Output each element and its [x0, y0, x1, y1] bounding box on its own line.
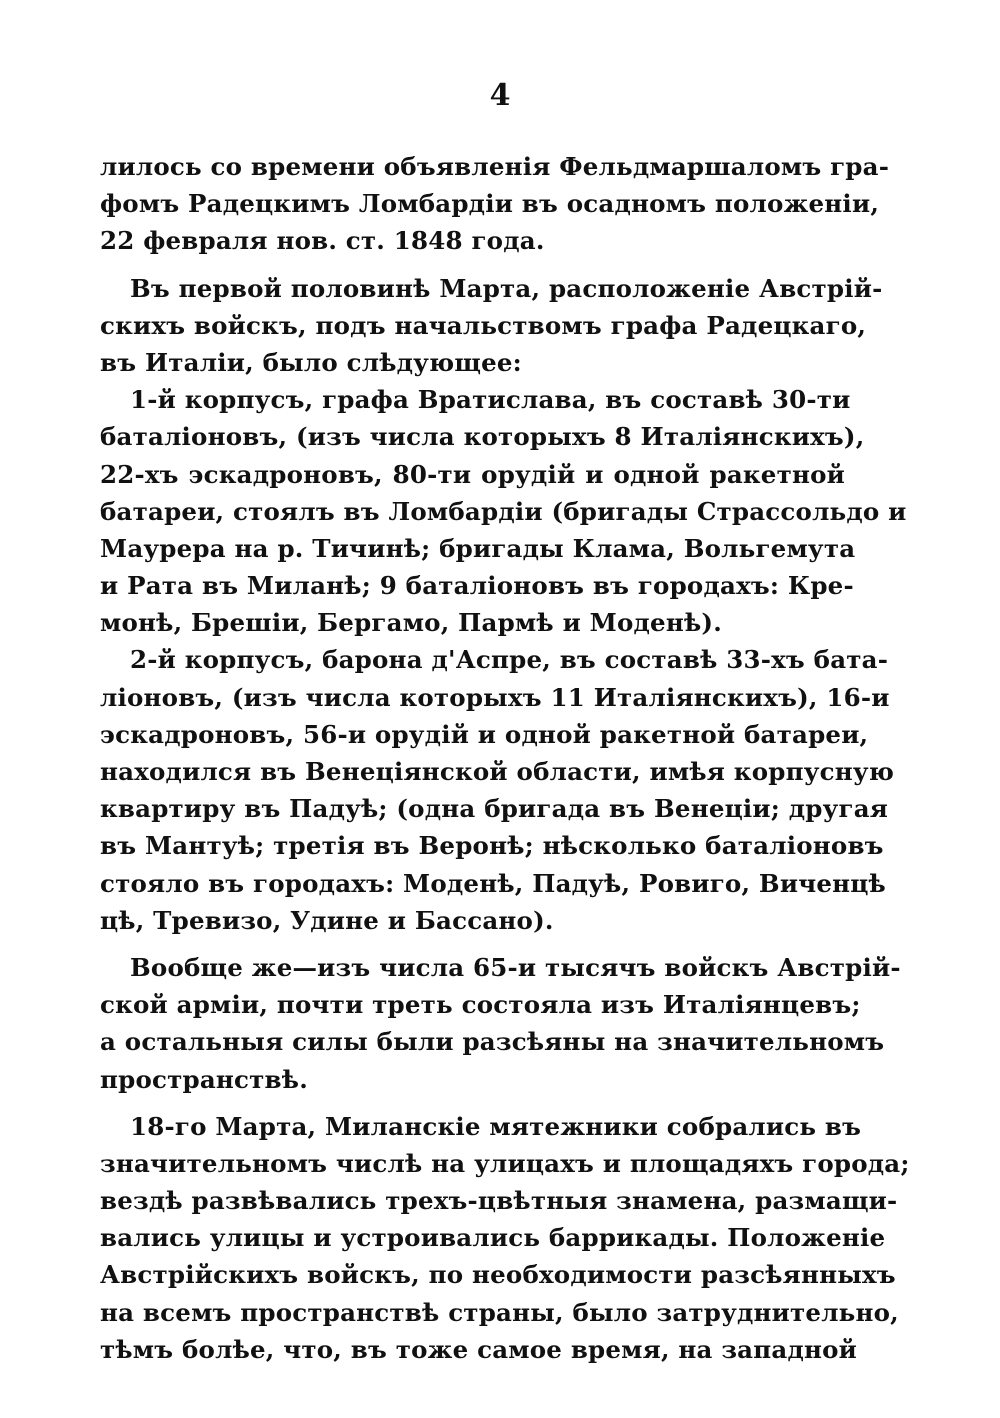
text-line: батареи, стоялъ въ Ломбардіи (бригады Страссольдо и — [100, 496, 907, 526]
text-line: 18-го Марта, Миланскіе мятежники собрались въ — [130, 1111, 862, 1141]
text-line: въ Италіи, было слѣдующее: — [100, 347, 522, 377]
text-line: и Рата въ Миланѣ; 9 баталіоновъ въ городахъ: Кре- — [100, 571, 854, 601]
text-line: вездѣ развѣвались трехъ-цвѣтныя знамена, размащи- — [100, 1186, 898, 1216]
page-number: 4 — [489, 78, 511, 113]
text-line: ской арміи, почти треть состояла изъ Италіянцевъ; — [100, 990, 861, 1020]
paragraph — [100, 270, 883, 382]
text-line: 1-й корпусъ, графа Вратислава, въ составѣ 30-ти — [130, 385, 851, 415]
paragraph — [100, 641, 895, 939]
text-line: тѣмъ болѣе, что, въ тоже самое время, на западной — [100, 1334, 858, 1364]
text-line: лилось со времени объявленія Фельдмаршаломъ гра- — [100, 152, 890, 181]
text-line: Въ первой половинѣ Марта, расположеніе Австрій- — [130, 273, 883, 303]
text-line: квартиру въ Падуѣ; (одна бригада въ Венеціи; другая — [100, 794, 889, 824]
text-line: Австрійскихъ войскъ, по необходимости разсѣянныхъ — [100, 1260, 896, 1290]
text-line: Вообще же—изъ числа 65-и тысячъ войскъ Австрій- — [130, 952, 901, 982]
text-line: на всемъ пространствѣ страны, было затруднительно, — [100, 1297, 899, 1327]
paragraph — [100, 148, 890, 260]
text-line: вались улицы и устроивались баррикады. Положеніе — [100, 1223, 886, 1253]
text-line: цѣ, Тревизо, Удине и Бассано). — [100, 905, 554, 935]
body-text — [100, 148, 910, 1368]
text-line: стояло въ городахъ: Моденѣ, Падуѣ, Ровиго, Виченцѣ — [100, 868, 886, 898]
text-line: эскадроновъ, 56-и орудій и одной ракетной батареи, — [100, 719, 869, 749]
text-line: 22-хъ эскадроновъ, 80-ти орудій и одной ракетной — [100, 459, 845, 489]
text-line: Маурера на р. Тичинѣ; бригады Клама, Вольгемута — [100, 533, 856, 563]
text-line: 2-й корпусъ, барона д'Аспре, въ составѣ 33-хъ бата- — [130, 645, 889, 675]
text-line: 22 февраля нов. ст. 1848 года. — [100, 226, 545, 256]
paragraph — [100, 381, 907, 641]
text-line: ліоновъ, (изъ числа которыхъ 11 Италіянскихъ), 16-и — [100, 682, 890, 712]
text-line: въ Мантуѣ; третія въ Веронѣ; нѣсколько баталіоновъ — [100, 831, 884, 861]
text-line: а остальныя силы были разсѣяны на значительномъ — [100, 1027, 885, 1057]
text-line: находился въ Венеціянской области, имѣя корпусную — [100, 757, 895, 786]
paragraph — [100, 949, 901, 1098]
text-line: баталіоновъ, (изъ числа которыхъ 8 Италіянскихъ), — [100, 422, 865, 452]
text-line: монѣ, Брешіи, Бергамо, Пармѣ и Моденѣ). — [100, 608, 722, 638]
text-line: пространствѣ. — [100, 1064, 308, 1094]
text-line: скихъ войскъ, подъ начальствомъ графа Радецкаго, — [100, 310, 867, 340]
text-line: значительномъ числѣ на улицахъ и площадяхъ города; — [100, 1148, 910, 1178]
text-line: фомъ Радецкимъ Ломбардіи въ осадномъ положеніи, — [100, 189, 880, 219]
paragraph — [100, 1108, 910, 1368]
